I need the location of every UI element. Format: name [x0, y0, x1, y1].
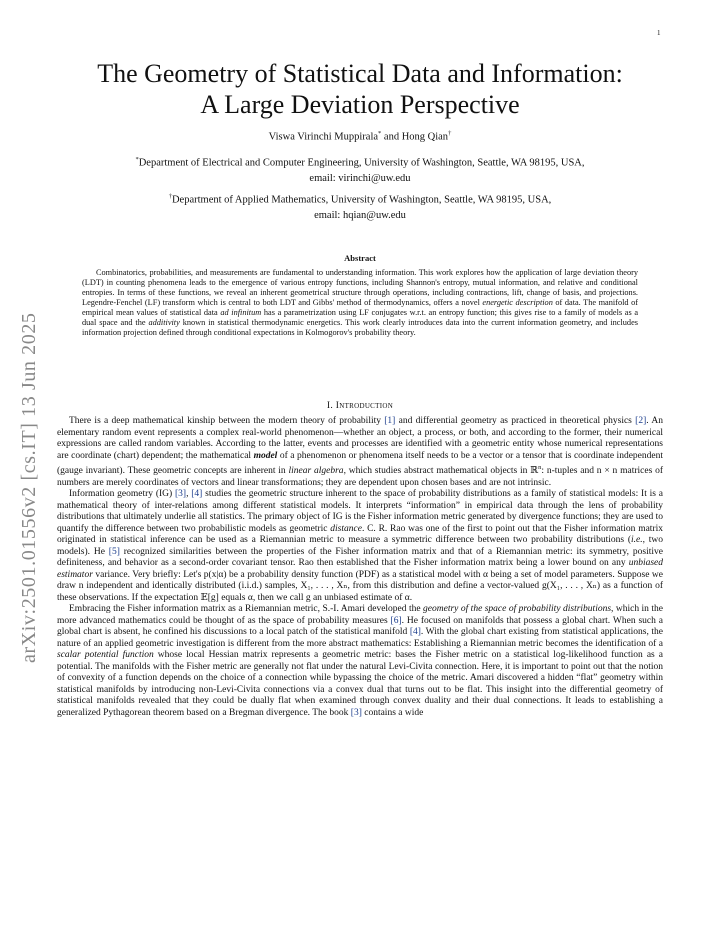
affiliation-2-email: email: hqian@uw.edu	[314, 209, 406, 221]
affiliation-2: †Department of Applied Mathematics, University of Washington, Seattle, WA 98195, USA, email: hqian@uw.edu	[60, 189, 660, 223]
abstract-heading: Abstract	[344, 253, 376, 263]
introduction-body	[57, 416, 663, 719]
abstract-text: Combinatorics, probabilities, and measurements are fundamental to understanding information. This work explores how the application of large deviation theory (LDT) in counting phenomena leads to the emergence of various entropy functions, including Shannon's entropy, mutual information, and relative and conditional entropies. In terms of these functions, we reveal an inherent geometrical structure through operations, including contractions, lift, change of basis, and projections. Legendre-Fenchel (LF) transform which is central to both LDT and Gibbs' method of thermodynamics, offers a novel energetic description of data. The manifold of empirical mean values of statistical data ad infinitum has a parametrization using LF conjugates w.r.t. an entropy function; this gives rise to a family of models as a dual space and the additivity known in statistical thermodynamic energetics. This work clearly introduces data into the current information geometry, and includes information projection defined through conditional expectations in Kolmogorov's probability theory.	[82, 268, 639, 337]
citation-link[interactable]: [1]	[384, 416, 396, 426]
paragraph-3: Embracing the Fisher information matrix as a Riemannian metric, S.-I. Amari developed the geometry of the space of probability distributions, which in the more advanced mathematics could be thought of as the space of probability measures [6]. He focused on manifolds that possess a global chart. When such a global chart is absent, he confined his discussions to a local patch of the statistical manifold [4]. With the global chart existing from statistical applications, the nature of an applied geometric investigation is different from the more abstract mathematics: Establishing a Riemannian metric becomes the identification of a scalar potential function whose local Hessian matrix represents a geometric metric: bases the Fisher metric on a statistical log-likelihood function as a potential. The manifolds with the Fisher metric are generally not flat under the natural Levi-Civita connection. Here, it is important to point out that the notion of convexity of a function depends on the choice of a connection while bypassing the choice of the metric. Amari discovered a hidden “flat” geometry within statistical manifolds by introducing non-Levi-Civita connections via a convex dual that turns out to be flat. This insight into the differential geometry of statistical manifolds revealed that they could be dually flat when examined through convex duality and their dual connections. It leads to establishing a generalized Pythagorean theorem based on a Bregman divergence. The book [3] contains a wide	[57, 604, 663, 718]
paragraph-2: Information geometry (IG) [3], [4] studies the geometric structure inherent to the space of probability distributions as a family of statistical models: It is a mathematical theory of inter-relations among different statistical models. It interprets “information” in empirical data through the lens of probability distributions that ultimately underlie all statistics. The primary object of IG is the Fisher information metric generated by divergence functions; they are used to quantify the difference between two probabilistic models as geometric distance. C. R. Rao was one of the first to point out that the Fisher information matrix originated in statistical inference can be used as a Riemannian metric to measure a symmetric difference between two probability distributions (i.e., two models). He [5] recognized similarities between the properties of the Fisher information matrix and that of a Riemannian metric: its symmetry, positive definiteness, and behavior as a second-order covariant tensor. Rao then established that the Fisher information matrix being a lower bound on any unbiased estimator variance. Very briefly: Let's p(x|α) be a probability density function (PDF) as a statistical model with α being a set of model parameters. Suppose we draw n independent and identically distributed (i.i.d.) samples, X₁, . . . , Xₙ, from this distribution and define a vector-valued g(X₁, . . . , Xₙ) as a function of these observations. If the expectation 𝔼[g] equals α, then we call g an unbiased estimate of α.	[57, 489, 664, 603]
title-line-2: A Large Deviation Perspective	[200, 90, 520, 119]
title-line-1: The Geometry of Statistical Data and Information:	[97, 59, 623, 88]
section-heading: I. Introduction	[326, 401, 394, 411]
citation-link[interactable]: [4]	[191, 489, 203, 500]
authors: Viswa Virinchi Muppirala* and Hong Qian†	[268, 130, 452, 143]
affiliation-1-line-1: Department of Electrical and Computer Engineering, University of Washington, Seattle, WA 98195, USA,	[138, 157, 585, 169]
page-number: 1	[657, 29, 661, 37]
paper-title	[40, 58, 680, 120]
citation-link[interactable]: [4]	[409, 627, 421, 638]
citation-link[interactable]: [6]	[390, 615, 402, 626]
paragraph-1: There is a deep mathematical kinship between the modern theory of probability [1] and differential geometry as practiced in theoretical physics [2]. An elementary random event represents a complex real-world phenomenon—whether an object, a process, or both, and according to the former, their numerical expressions are called random variables. According to the latter, events and processes are identified with a geometric entity whose numerical representations are coordinate (chart) dependent; the mathematical model of a phenomenon or phenomena itself needs to be a vector or a tensor that is coordinate independent (gauge invariant). These geometric concepts are inherent in linear algebra, which studies abstract mathematical objects in ℝ$^n$: n-tuples and n × n matrices of numbers are merely coordinates of vectors and linear transformations; they are dependent upon chosen bases and are not intrinsic.	[57, 416, 663, 488]
citation-link[interactable]: [5]	[108, 546, 120, 557]
author-2: and Hong Qian	[381, 131, 449, 143]
citation-link[interactable]: [3]	[350, 707, 362, 718]
arxiv-identifier: arXiv:2501.01556v2 [cs.IT] 13 Jun 2025	[18, 312, 40, 663]
citation-link[interactable]: [3]	[175, 489, 187, 500]
author-1: Viswa Virinchi Muppirala	[268, 131, 379, 143]
affiliation-2-line-1: Department of Applied Mathematics, University of Washington, Seattle, WA 98195, USA,	[171, 194, 552, 206]
affiliation-1-email: email: virinchi@uw.edu	[309, 172, 411, 184]
affiliation-1: *Department of Electrical and Computer Engineering, University of Washington, Seattle, WA 98195, USA, email: virinchi@uw.edu	[60, 152, 660, 186]
citation-link[interactable]: [2]	[635, 416, 647, 426]
